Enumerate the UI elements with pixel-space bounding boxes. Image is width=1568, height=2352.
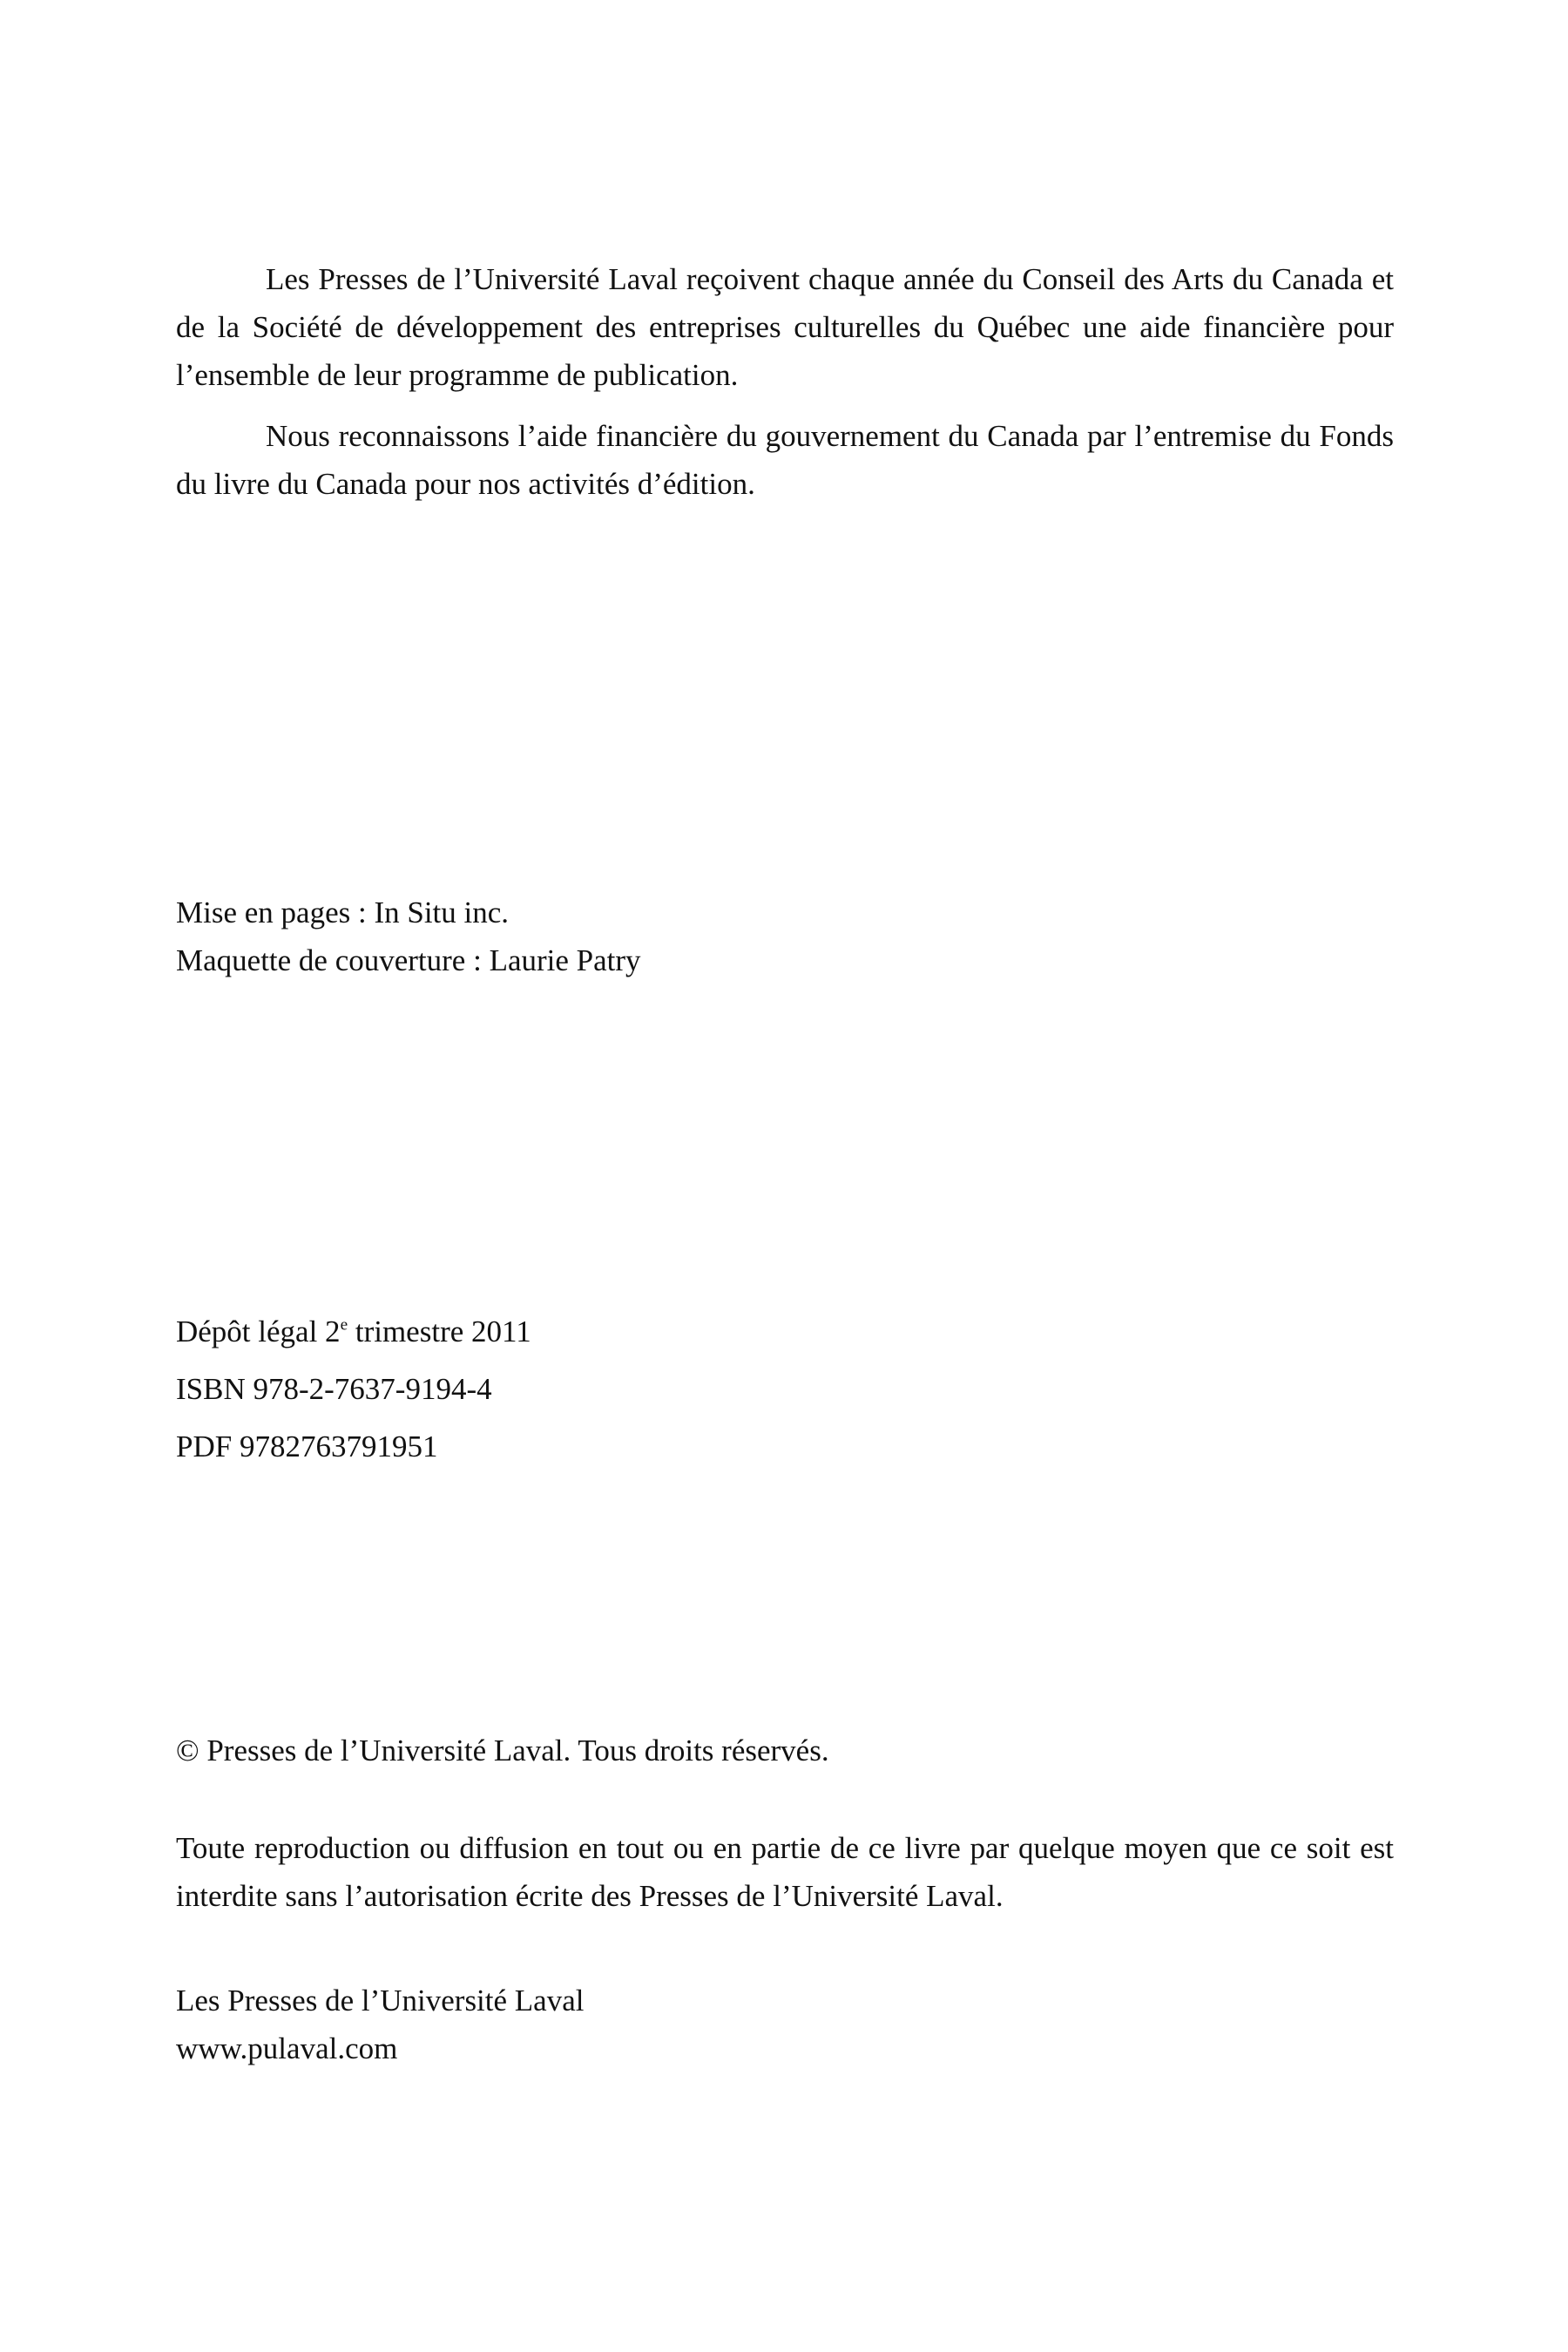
- legal-deposit: Dépôt légal 2e trimestre 2011: [176, 1315, 531, 1348]
- publisher-name: Les Presses de l’Université Laval: [176, 1984, 585, 2017]
- isbn: ISBN 978-2-7637-9194-4: [176, 1372, 492, 1406]
- copyright-notice: [176, 1727, 1394, 1774]
- pdf-isbn: PDF 9782763791951: [176, 1429, 438, 1463]
- credits-section: [176, 889, 1394, 984]
- reproduction-notice: [176, 1824, 1394, 1920]
- deposit-superscript: e: [340, 1315, 348, 1335]
- funding-section: [176, 255, 1394, 508]
- layout-credit: Mise en pages : In Situ inc.: [176, 896, 510, 929]
- reproduction-paragraph: Toute reproduction ou diffusion en tout ou en partie de ce livre par quelque moyen que ce soit est interdite sans l’autorisation écrite des Presses de l’Université Laval.: [176, 1831, 1394, 1913]
- legal-section: [176, 1308, 1394, 1480]
- copyright-line: © Presses de l’Université Laval. Tous droits réservés.: [176, 1734, 829, 1767]
- publisher-website-link[interactable]: www.pulaval.com: [176, 2031, 398, 2065]
- publisher-section: [176, 1977, 1394, 2072]
- funding-paragraph-1: Les Presses de l’Université Laval reçoivent chaque année du Conseil des Arts du Canada et de la Société de développement des entreprises culturelles du Québec une aide financière pour l’ensemble de leur programme de publication.: [176, 262, 1394, 392]
- cover-credit: Maquette de couverture : Laurie Patry: [176, 943, 641, 977]
- funding-paragraph-2: Nous reconnaissons l’aide financière du gouvernement du Canada par l’entremise du Fonds du livre du Canada pour nos activités d’édition.: [176, 419, 1394, 501]
